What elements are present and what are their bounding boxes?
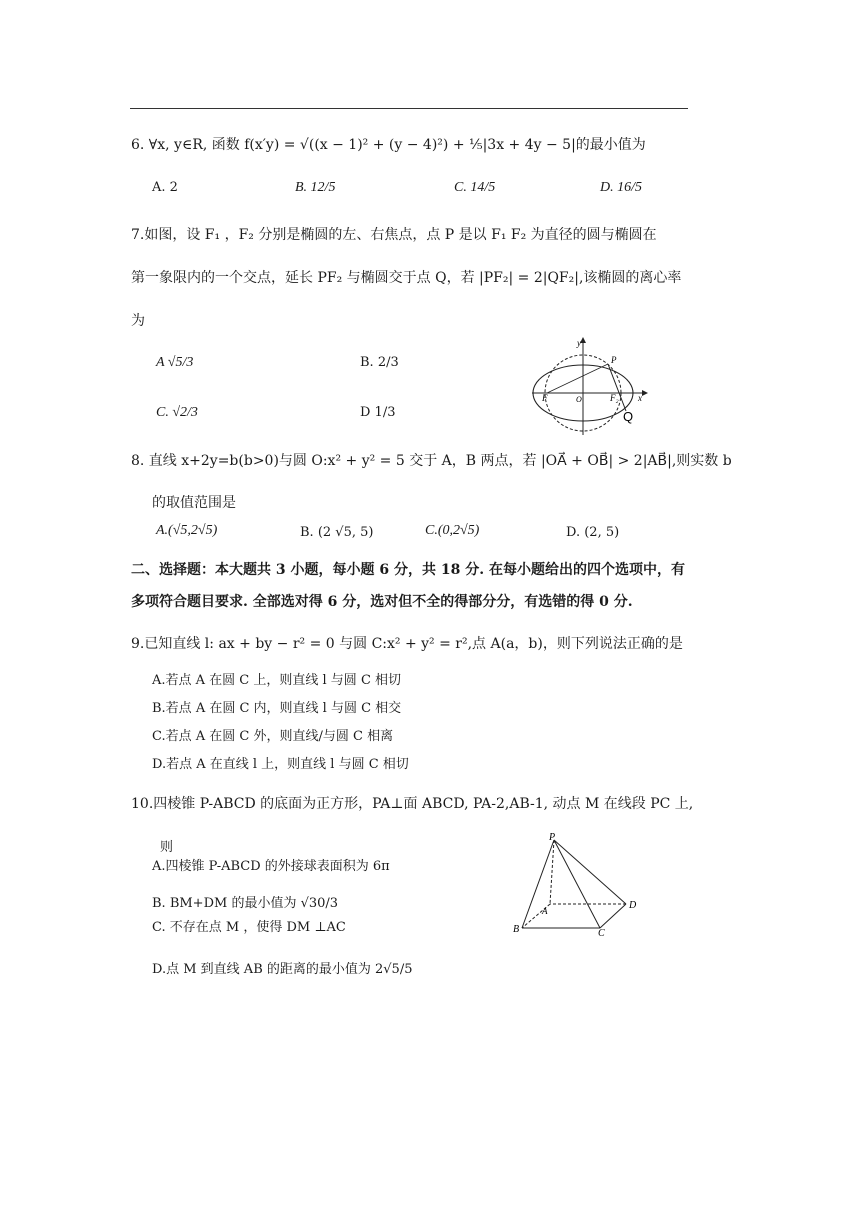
fig-label-f2: F₂ bbox=[610, 393, 619, 403]
q10-option-d: D.点 M 到直线 AB 的距离的最小值为 2√5/5 bbox=[152, 962, 413, 977]
section2-line1: 二、选择题：本大题共 3 小题，每小题 6 分，共 18 分. 在每小题给出的四个选项中，有 bbox=[131, 562, 685, 578]
q9-option-c: C.若点 A 在圆 C 外，则直线/与圆 C 相离 bbox=[152, 729, 394, 744]
q9-option-a: A.若点 A 在圆 C 上，则直线 l 与圆 C 相切 bbox=[152, 673, 402, 688]
q7-line1: 7.如图，设 F₁ ，F₂ 分别是椭圆的左、右焦点，点 P 是以 F₁ F₂ 为直径的圆与椭圆在 bbox=[131, 227, 657, 243]
q10-option-b: B. BM+DM 的最小值为 √30/3 bbox=[152, 896, 339, 911]
fig-label-p: P bbox=[611, 355, 617, 365]
fig-label-f1: F bbox=[542, 393, 548, 403]
q10-option-c: C. 不存在点 M ，使得 DM ⊥AC bbox=[152, 920, 346, 935]
fig-label-y: y bbox=[577, 338, 581, 348]
section2-line2: 多项符合题目要求. 全部选对得 6 分，选对但不全的得部分分，有选错的得 0 分. bbox=[131, 594, 633, 610]
q8-option-d: D. (2, 5) bbox=[566, 525, 620, 540]
q10-option-a: A.四棱锥 P-ABCD 的外接球表面积为 6π bbox=[152, 859, 390, 874]
edge-pc bbox=[554, 840, 600, 928]
q7-line3: 为 bbox=[131, 313, 145, 329]
q8-option-a: A.(√5,2√5) bbox=[156, 523, 218, 538]
q9-stem: 9.已知直线 l: ax + by − r² = 0 与圆 C:x² + y² = r²,点 A(a，b)，则下列说法正确的是 bbox=[131, 636, 683, 652]
q6-option-d: D. 16/5 bbox=[600, 180, 642, 195]
q7-option-d: D 1/3 bbox=[360, 405, 396, 420]
fig-label-a: A bbox=[542, 906, 548, 916]
q10-stem: 10.四棱锥 P-ABCD 的底面为正方形，PA⊥面 ABCD, PA-2,AB-1, 动点 M 在线段 PC 上, bbox=[131, 796, 694, 812]
q7-option-c: C. √2/3 bbox=[156, 405, 198, 420]
fig-label-d: D bbox=[629, 900, 637, 911]
q8-option-c: C.(0,2√5) bbox=[425, 523, 480, 538]
fig-label-x: x bbox=[638, 393, 642, 403]
segment-f1p bbox=[547, 364, 608, 393]
q8-line1: 8. 直线 x+2y=b(b>0)与圆 O:x² + y² = 5 交于 A，B 两点，若 |OA⃗ + OB⃗| > 2|AB⃗|,则实数 b bbox=[131, 453, 732, 469]
fig-label-o: O bbox=[576, 395, 582, 404]
q7-ellipse-figure bbox=[528, 335, 653, 440]
fig-label-p: P bbox=[549, 832, 556, 843]
q6-option-a: A. 2 bbox=[152, 180, 178, 195]
q10-pyramid-figure bbox=[510, 832, 645, 937]
fig-label-b: B bbox=[513, 924, 520, 935]
q8-line2: 的取值范围是 bbox=[152, 495, 236, 511]
q9-option-b: B.若点 A 在圆 C 内，则直线 l 与圆 C 相交 bbox=[152, 701, 402, 716]
edge-pd bbox=[554, 840, 626, 904]
q6-stem: 6. ∀x, y∈R, 函数 f(x′y) = √((x − 1)² + (y − 4)²) + ⅕|3x + 4y − 5|的最小值为 bbox=[131, 137, 646, 153]
fig-label-q: Q bbox=[623, 409, 634, 424]
segment-pq bbox=[608, 364, 626, 411]
q7-line2: 第一象限内的一个交点，延长 PF₂ 与椭圆交于点 Q，若 |PF₂| = 2|QF₂|,该椭圆的离心率 bbox=[131, 270, 682, 286]
q6-option-b: B. 12/5 bbox=[295, 180, 336, 195]
q9-option-d: D.若点 A 在直线 l 上，则直线 l 与圆 C 相切 bbox=[152, 757, 409, 772]
q7-option-a: A √5/3 bbox=[156, 355, 194, 370]
header-rule bbox=[130, 108, 688, 109]
q6-option-c: C. 14/5 bbox=[454, 180, 496, 195]
x-axis-arrow bbox=[642, 390, 648, 396]
edge-cd bbox=[600, 904, 626, 928]
fig-label-c: C bbox=[598, 928, 605, 937]
q7-option-b: B. 2/3 bbox=[360, 355, 399, 370]
q8-option-b: B. (2 √5, 5) bbox=[300, 525, 374, 540]
q10-then: 则 bbox=[160, 840, 174, 855]
